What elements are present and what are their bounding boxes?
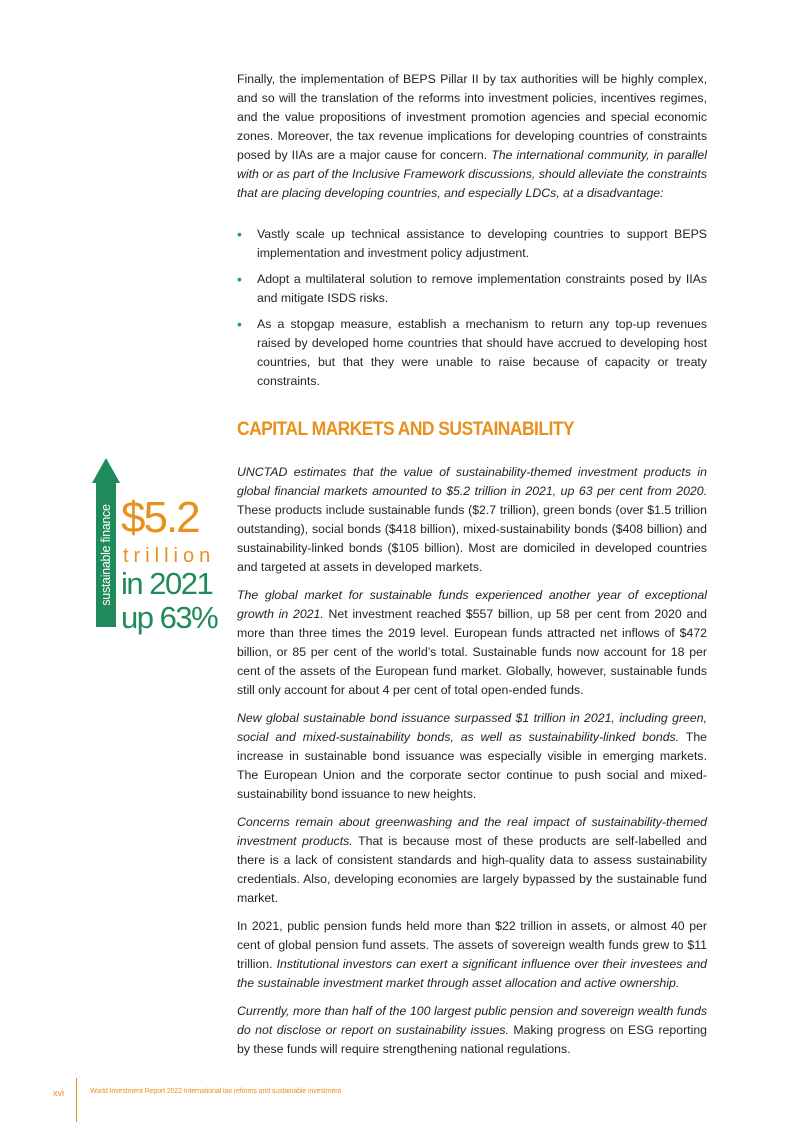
paragraph-text: The increase in sustainable bond issuance was especially visible in emerging markets. The European Union and the corporate sector continue to push social and mixed-sustainability bond issuance to new heights.	[237, 730, 707, 801]
body-paragraph	[237, 709, 707, 804]
page-number: xvi	[53, 1088, 64, 1098]
paragraph-text: Net investment reached $557 billion, up 58 per cent from 2020 and more than three times the 2019 level. European funds attracted net inflows of $472 billion, or 85 per cent of the world’s total. Sustainable funds now account for 18 per cent of the assets of the European fund market. Globally, however, sustainable funds still only account for about 4 per cent of total open-ended funds.	[237, 607, 707, 697]
paragraph-text: Making progress on ESG reporting by these funds will require strengthening national regulations.	[237, 1023, 707, 1056]
stat-unit: trillion	[123, 545, 216, 567]
recommendation-list	[237, 225, 707, 398]
paragraph-emphasis: Institutional investors can exert a significant influence over their investees and the sustainable investment market through asset allocation and active ownership.	[237, 957, 707, 990]
sidebar-label: sustainable finance	[99, 504, 113, 606]
stat-value: $5.2	[121, 493, 199, 542]
body-paragraph	[237, 813, 707, 908]
intro-paragraph	[237, 70, 707, 203]
paragraph-text: These products include sustainable funds ($2.7 trillion), green bonds (over $1.5 trillion outstanding), social bonds ($418 billion), mixed-sustainability bonds ($408 billion) and sustainability-linked bonds ($105 billion). Most are domiciled in developed countries and targeted at assets in developed markets.	[237, 503, 707, 574]
stat-year: in 2021	[121, 566, 213, 601]
footer-divider	[76, 1078, 77, 1122]
bullet-icon: •	[237, 226, 242, 242]
list-item	[237, 315, 707, 391]
body-paragraph	[237, 917, 707, 993]
body-paragraph	[237, 1002, 707, 1059]
section-heading: CAPITAL MARKETS AND SUSTAINABILITY	[237, 419, 574, 440]
bullet-icon: •	[237, 316, 242, 332]
paragraph-emphasis: The global market for sustainable funds experienced another year of exceptional growth in 2021.	[237, 588, 707, 621]
intro-text: Finally, the implementation of BEPS Pillar II by tax authorities will be highly complex, and so will the translation of the reforms into investment policies, incentives regimes, and the value propositions of investment promotion agencies and special economic zones. Moreover, the tax revenue implications for developing countries of constraints posed by IIAs are a major cause for concern.	[237, 72, 707, 162]
body-paragraph	[237, 586, 707, 700]
arrow-up-icon	[92, 458, 120, 483]
paragraph-text: That is because most of these products are self-labelled and there is a lack of consistent standards and high-quality data to assess sustainability credentials. Also, developing economies are largely bypassed by the sustainable fund market.	[237, 834, 707, 905]
footer-text: World Investment Report 2022 International tax reforms and sustainable investment	[90, 1088, 341, 1095]
list-item	[237, 225, 707, 263]
paragraph-emphasis: Currently, more than half of the 100 largest public pension and sovereign wealth funds do not disclose or report on sustainability issues.	[237, 1004, 707, 1037]
list-item-text: Adopt a multilateral solution to remove implementation constraints posed by IIAs and mitigate ISDS risks.	[257, 272, 707, 305]
section-body	[237, 463, 707, 1068]
paragraph-emphasis: UNCTAD estimates that the value of sustainability-themed investment products in global financial markets amounted to $5.2 trillion in 2021, up 63 per cent from 2020.	[237, 465, 707, 498]
intro-emphasis: The international community, in parallel with or as part of the Inclusive Framework discussions, should alleviate the constraints that are placing developing countries, and especially LDCs, at a disadvantage:	[237, 148, 707, 200]
paragraph-text: In 2021, public pension funds held more than $22 trillion in assets, or almost 40 per cent of global pension fund assets. The assets of sovereign wealth funds grew to $11 trillion.	[237, 919, 707, 971]
bullet-icon: •	[237, 271, 242, 287]
paragraph-emphasis: New global sustainable bond issuance surpassed $1 trillion in 2021, including green, social and mixed-sustainability bonds, as well as sustainability-linked bonds.	[237, 711, 707, 744]
body-paragraph	[237, 463, 707, 577]
list-item-text: Vastly scale up technical assistance to developing countries to support BEPS implementation and investment policy adjustment.	[257, 227, 707, 260]
list-item-text: As a stopgap measure, establish a mechanism to return any top-up revenues raised by developed home countries that should have accrued to developing host countries, but that they were unable to raise because of capacity or treaty constraints.	[257, 317, 707, 388]
stat-growth: up 63%	[121, 600, 218, 635]
list-item	[237, 270, 707, 308]
paragraph-emphasis: Concerns remain about greenwashing and the real impact of sustainability-themed investment products.	[237, 815, 707, 848]
